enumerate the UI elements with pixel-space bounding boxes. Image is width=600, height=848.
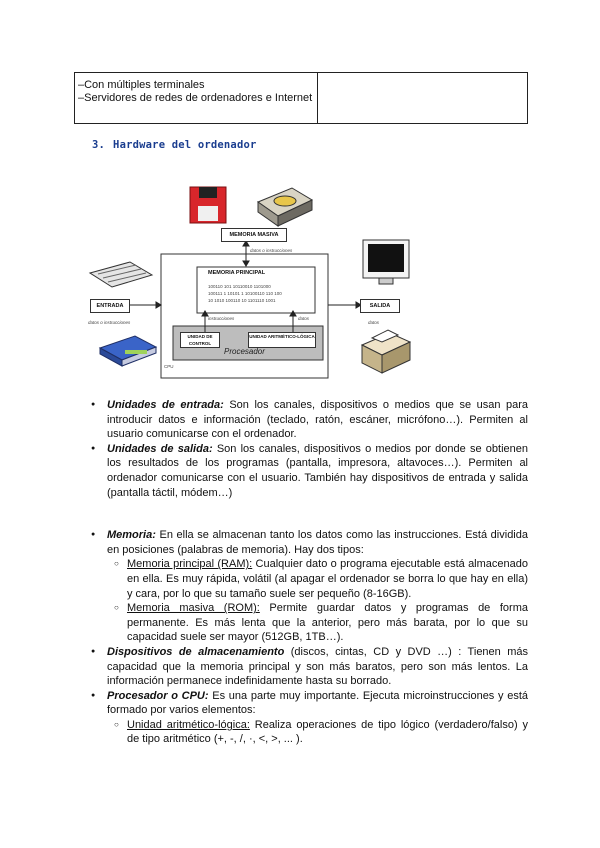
entrada-box: ENTRADA xyxy=(90,299,130,313)
list-item-salida xyxy=(92,442,528,500)
memoria-principal-label: MEMORIA PRINCIPAL xyxy=(208,270,266,276)
definition: Es una parte muy importante. Ejecuta microinstrucciones y está formado por varios elementos: xyxy=(107,689,529,717)
term: Unidades de salida: xyxy=(107,442,213,455)
cpu-label: CPU xyxy=(164,364,174,369)
procesador-label: Procesador xyxy=(224,347,265,356)
printer-icon xyxy=(362,330,410,373)
section-number: 3. xyxy=(92,139,106,151)
diagram-graphics xyxy=(80,180,510,395)
term: Procesador o CPU: xyxy=(107,689,209,702)
term: Dispositivos de almacenamiento xyxy=(107,645,285,658)
datos-instrucciones-label: datos o instrucciones xyxy=(250,248,293,253)
definition: Son los canales, dispositivos o medios que se usan para introducir datos e información (teclado, ratón, escáner, micrófono…). Permiten al usuario comunicarse con el ordenador. xyxy=(107,399,528,441)
section-heading xyxy=(92,139,257,151)
unidad-control-box: UNIDAD DE CONTROL xyxy=(180,332,220,348)
sublist-item-ram xyxy=(92,557,528,601)
sublist-item-alu xyxy=(92,718,528,747)
definition: Cualquier dato o programa ejecutable está almacenado en ella. Es muy rápida, volátil (al apagar el ordenador se borra lo que hay en ella) y cara, por lo que su tamaño suele ser pequeño (8-16GB). xyxy=(127,558,528,600)
sublist-item-rom xyxy=(92,601,528,645)
salida-box: SALIDA xyxy=(360,299,400,313)
table-divider xyxy=(317,73,318,123)
list-item-entrada xyxy=(92,398,528,442)
definition: Son los canales, dispositivos o medios por donde se obtienen los resultados de los programas (pantalla, impresora, altavoces…). Permiten al ordenador comunicarse con el usuario. También hay dispositivos de entrada y salida (pantalla táctil, módem…) xyxy=(107,442,528,499)
entrada-caption: datos o instrucciones xyxy=(88,320,131,325)
table-left-cell xyxy=(78,79,314,105)
definition: Realiza operaciones de tipo lógico (verdadero/falso) y de tipo aritmético (+, -, /, ·, <, >, ... ). xyxy=(127,718,528,746)
spacer xyxy=(92,514,528,528)
table-line: –Servidores de redes de ordenadores e Internet xyxy=(78,92,313,104)
definition: (discos, cintas, CD y DVD …) : Tienen más capacidad que la memoria principal y son más baratos, pero son más lentos. La información permanece indefinidamente hasta su borrado. xyxy=(107,645,528,688)
term: Unidad aritmético-lógica: xyxy=(127,718,250,731)
definition: En ella se almacenan tanto los datos como las instrucciones. Está dividida en posiciones (palabras de memoria). Hay dos tipos: xyxy=(107,529,528,556)
monitor-icon xyxy=(363,240,409,284)
list-item-cpu xyxy=(92,689,528,718)
term: Memoria principal (RAM): xyxy=(127,558,253,571)
unidad-alu-box: UNIDAD ARITMÉTICO-LÓGICA xyxy=(248,332,316,348)
term: Unidades de entrada: xyxy=(107,399,224,411)
scanner-icon xyxy=(100,336,156,366)
list-item-almacenamiento xyxy=(92,645,528,689)
hard-disk-icon xyxy=(258,188,312,226)
floppy-disk-icon xyxy=(190,187,226,223)
section-title: Hardware del ordenador xyxy=(113,139,257,151)
instrucciones-label: instrucciones xyxy=(208,316,235,321)
spacer xyxy=(92,500,528,514)
keyboard-icon xyxy=(90,262,152,287)
term: Memoria masiva (ROM): xyxy=(127,602,260,615)
list-item-memoria xyxy=(92,528,528,557)
bits-row: 100110 101 10110010 1101000 xyxy=(208,284,271,289)
definition: Permite guardar datos y programas de forma permanente. Es más lenta que la anterior, pero más barata, por lo que su capacidad suele ser mayor (512GB, 1TB…). xyxy=(127,602,528,644)
content-body xyxy=(92,398,528,747)
term: Memoria: xyxy=(107,529,156,542)
bits-row: 100111 1 10101 1 10100110 110 100 xyxy=(208,291,282,296)
memoria-masiva-box: MEMORIA MASIVA xyxy=(221,228,287,242)
salida-caption: datos xyxy=(368,320,380,325)
datos-label: datos xyxy=(298,316,310,321)
bits-row: 10 1010 100110 10 1101110 1001 xyxy=(208,298,276,303)
content-table xyxy=(74,72,528,124)
table-line: –Con múltiples terminales xyxy=(78,79,205,91)
hardware-diagram xyxy=(80,180,510,395)
